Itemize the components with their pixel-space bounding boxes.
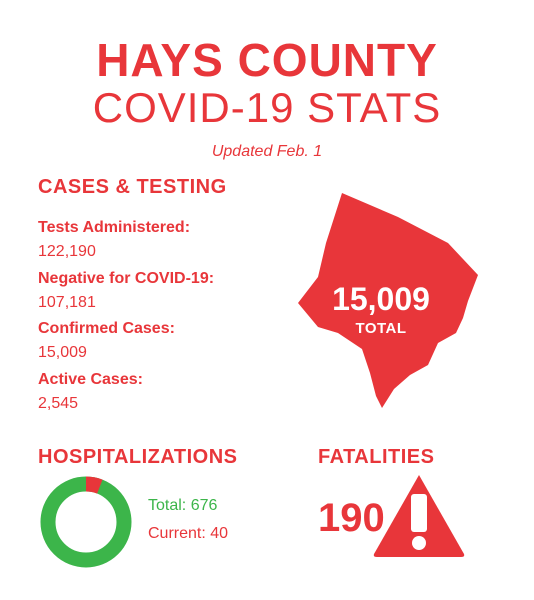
hospitalizations-total: Total: 676 (148, 497, 218, 514)
warning-triangle-icon (371, 472, 467, 558)
hospitalizations-donut-chart (40, 476, 132, 568)
fatalities-count: 190 (318, 496, 385, 540)
negative-label: Negative for COVID-19: (38, 270, 215, 287)
cases-testing-heading: CASES & TESTING (38, 176, 227, 198)
page-subtitle: COVID-19 STATS (92, 84, 442, 131)
hospitalizations-current: Current: 40 (148, 525, 229, 542)
tests-administered-value: 122,190 (38, 243, 96, 260)
donut-total-ring (48, 484, 124, 560)
confirmed-cases-value: 15,009 (38, 344, 87, 361)
hospitalizations-heading: HOSPITALIZATIONS (38, 446, 238, 468)
total-cases-label: TOTAL (355, 320, 407, 337)
negative-value: 107,181 (38, 294, 96, 311)
fatalities-heading: FATALITIES (318, 446, 435, 468)
updated-date: Updated Feb. 1 (211, 143, 323, 160)
active-cases-value: 2,545 (38, 395, 79, 412)
tests-administered-label: Tests Administered: (38, 219, 191, 236)
page-title: HAYS COUNTY (96, 34, 438, 86)
active-cases-label: Active Cases: (38, 371, 143, 388)
confirmed-cases-label: Confirmed Cases: (38, 320, 175, 337)
total-cases-number: 15,009 (332, 281, 430, 317)
